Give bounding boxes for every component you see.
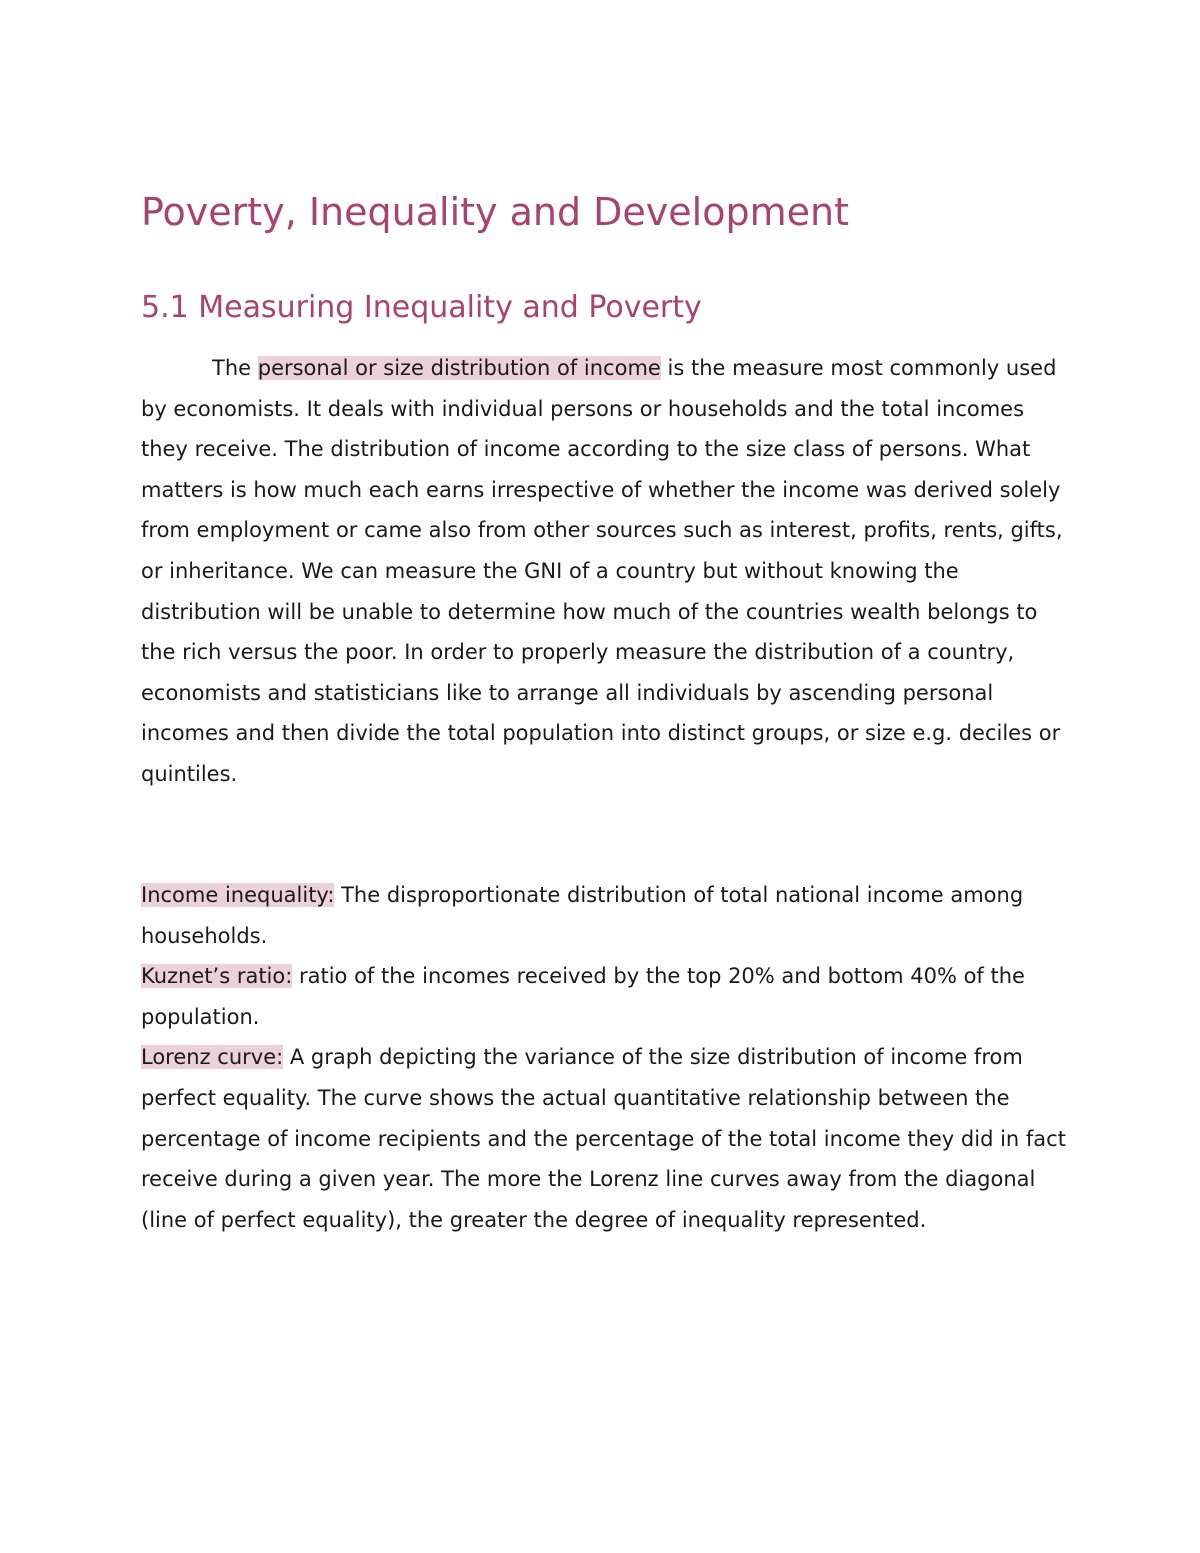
paragraph-lead-text: The [212, 356, 258, 380]
highlighted-term: personal or size distribution of income [257, 356, 661, 380]
paragraph-body-text: is the measure most commonly used by economists. It deals with individual persons or households and the total incomes they receive. The distribution of income according to the size class of persons. What matters is how much each earns irrespective of whether the income was derived solely from employment or came also from other sources such as interest, profits, rents, gifts, or inheritance. We can measure the GNI of a country but without knowing the distribution will be unable to determine how much of the countries wealth belongs to the rich versus the poor. In order to properly measure the distribution of a country, economists and statisticians like to arrange all individuals by ascending personal incomes and then divide the total population into distinct groups, or size e.g. deciles or quintiles. [141, 356, 1063, 786]
definition-text: ratio of the incomes received by the top 20% and bottom 40% of the population. [141, 964, 1025, 1029]
section-heading: 5.1 Measuring Inequality and Poverty [141, 290, 702, 325]
definition-text: The disproportionate distribution of total national income among households. [141, 883, 1024, 948]
definition-kuznets-ratio [141, 956, 1071, 1037]
definition-term: Kuznet’s ratio: [141, 964, 293, 989]
definition-lorenz-curve [141, 1037, 1071, 1240]
document-title: Poverty, Inequality and Development [141, 190, 849, 234]
definition-term: Income inequality: [141, 883, 335, 907]
intro-paragraph [141, 348, 1071, 795]
definitions-list [141, 875, 1071, 1240]
definition-text: A graph depicting the variance of the size distribution of income from perfect equality. The curve shows the actual quantitative relationship between the percentage of income recipients and the percentage of the total income they did in fact receive during a given year. The more the Lorenz line curves away from the diagonal (line of perfect equality), the greater the degree of inequality represented. [141, 1045, 1066, 1232]
definition-income-inequality [141, 875, 1071, 956]
definition-term: Lorenz curve: [141, 1045, 284, 1070]
